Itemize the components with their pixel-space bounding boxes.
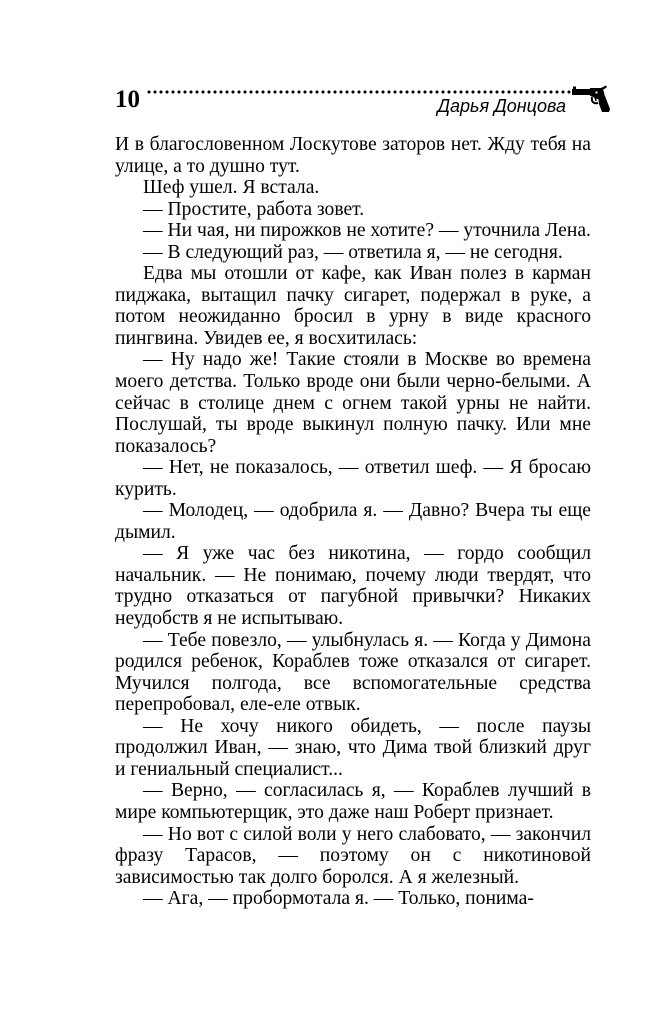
paragraph: И в благословенном Лоскутове заторов нет. Жду тебя на улице, а то душно тут. (115, 134, 591, 177)
running-header (0, 0, 662, 130)
paragraph: — Ни чая, ни пирожков не хотите? — уточнила Лена. (143, 220, 591, 242)
paragraph: — Верно, — согласилась я, — Кораблев лучший в мире компьютерщик, это даже наш Роберт признает. (115, 780, 591, 823)
author-name: Дарья Донцова (437, 96, 566, 116)
paragraph: — Молодец, — одобрила я. — Давно? Вчера ты еще дымил. (115, 500, 591, 543)
paragraph: — Нет, не показалось, — ответил шеф. — Я бросаю курить. (115, 457, 591, 500)
paragraph: — Простите, работа зовет. (143, 198, 365, 220)
paragraph: Шеф ушел. Я встала. (143, 177, 320, 199)
paragraph: Едва мы отошли от кафе, как Иван полез в карман пиджака, вытащил пачку сигарет, подержал в руке, а потом неожиданно бросил в урну в виде красного пингвина. Увидев ее, я восхитилась: (115, 263, 591, 349)
dotted-rule (146, 88, 572, 96)
paragraph: — Но вот с силой воли у него слабовато, — закончил фразу Тарасов, — поэтому он с никотиновой зависимостью так долго боролся. А я железный. (115, 823, 591, 888)
page-number: 10 (115, 86, 140, 113)
paragraph: — Ну надо же! Такие стояли в Москве во времена моего детства. Только вроде они были черно-белыми. А сейчас в столице днем с огнем такой урны не найти. Послушай, ты вроде выкинул полную пачку. Или мне показалось? (115, 349, 591, 457)
paragraph: — В следующий раз, — ответила я, — не сегодня. (143, 241, 563, 263)
revolver-icon (571, 85, 611, 113)
body-text (115, 134, 591, 910)
paragraph: — Не хочу никого обидеть, — после паузы продолжил Иван, — знаю, что Дима твой близкий друг и гениальный специалист... (115, 715, 591, 780)
paragraph: — Я уже час без никотина, — гордо сообщил начальник. — Не понимаю, почему люди твердят, что трудно отказаться от пагубной привычки? Никаких неудобств я не испытываю. (115, 543, 591, 630)
paragraph: — Тебе повезло, — улыбнулась я. — Когда у Димона родился ребенок, Кораблев тоже отказался от сигарет. Мучился полгода, все вспомогательные средства перепробовал, еле-еле отвык. (115, 629, 591, 716)
paragraph: — Ага, — пробормотала я. — Только, понима- (143, 888, 534, 910)
